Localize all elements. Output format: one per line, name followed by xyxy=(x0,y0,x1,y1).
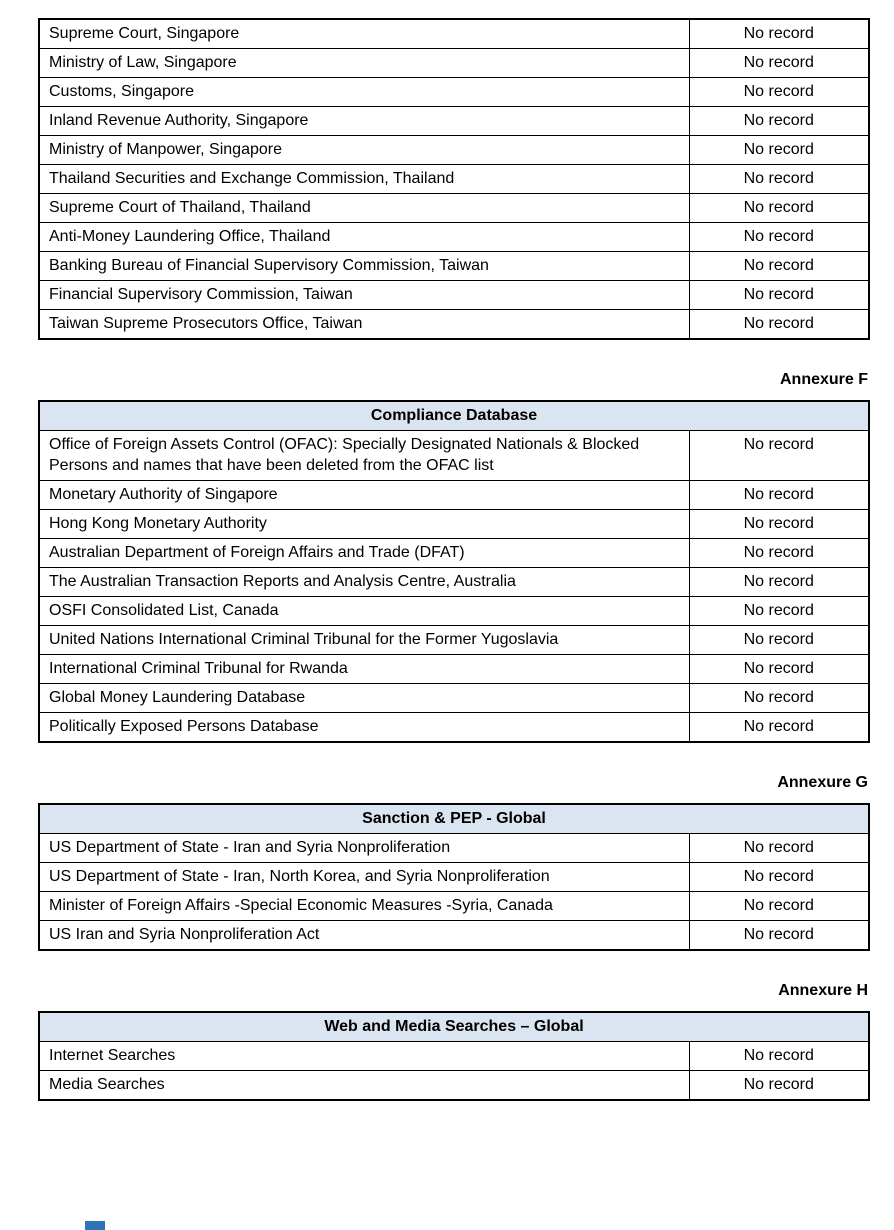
search-result-cell: No record xyxy=(689,597,869,626)
source-name-cell: Taiwan Supreme Prosecutors Office, Taiwan xyxy=(39,310,689,340)
table-row xyxy=(39,1042,869,1071)
table-row xyxy=(39,223,869,252)
search-result-cell: No record xyxy=(689,310,869,340)
source-name-cell: Banking Bureau of Financial Supervisory Commission, Taiwan xyxy=(39,252,689,281)
source-name-cell: Ministry of Manpower, Singapore xyxy=(39,136,689,165)
source-name-cell: International Criminal Tribunal for Rwanda xyxy=(39,655,689,684)
table-row xyxy=(39,107,869,136)
search-result-cell: No record xyxy=(689,626,869,655)
search-result-cell: No record xyxy=(689,568,869,597)
table-header-row xyxy=(39,401,869,431)
table-row xyxy=(39,1071,869,1101)
search-result-cell: No record xyxy=(689,49,869,78)
table-row xyxy=(39,713,869,743)
search-result-cell: No record xyxy=(689,655,869,684)
search-result-cell: No record xyxy=(689,713,869,743)
table-row xyxy=(39,281,869,310)
source-name-cell: Financial Supervisory Commission, Taiwan xyxy=(39,281,689,310)
source-name-cell: US Department of State - Iran, North Korea, and Syria Nonproliferation xyxy=(39,863,689,892)
source-name-cell: US Iran and Syria Nonproliferation Act xyxy=(39,921,689,951)
table-row xyxy=(39,539,869,568)
source-name-cell: Media Searches xyxy=(39,1071,689,1101)
table-row xyxy=(39,834,869,863)
search-result-cell: No record xyxy=(689,539,869,568)
table-row xyxy=(39,136,869,165)
source-name-cell: Supreme Court of Thailand, Thailand xyxy=(39,194,689,223)
table-row xyxy=(39,892,869,921)
source-name-cell: Minister of Foreign Affairs -Special Economic Measures -Syria, Canada xyxy=(39,892,689,921)
source-name-cell: Internet Searches xyxy=(39,1042,689,1071)
table-row xyxy=(39,626,869,655)
annexure-label-f: Annexure F xyxy=(779,371,868,388)
source-name-cell: Australian Department of Foreign Affairs and Trade (DFAT) xyxy=(39,539,689,568)
search-result-cell: No record xyxy=(689,481,869,510)
compliance-database-table xyxy=(38,400,870,743)
table-row xyxy=(39,684,869,713)
table-row xyxy=(39,510,869,539)
source-name-cell: Customs, Singapore xyxy=(39,78,689,107)
annexure-label-g: Annexure G xyxy=(777,774,868,791)
search-result-cell: No record xyxy=(689,921,869,951)
source-name-cell: Global Money Laundering Database xyxy=(39,684,689,713)
search-result-cell: No record xyxy=(689,281,869,310)
source-name-cell: US Department of State - Iran and Syria Nonproliferation xyxy=(39,834,689,863)
table-row xyxy=(39,568,869,597)
table-title: Compliance Database xyxy=(39,401,869,431)
table-row xyxy=(39,655,869,684)
search-result-cell: No record xyxy=(689,78,869,107)
search-result-cell: No record xyxy=(689,684,869,713)
table-row xyxy=(39,194,869,223)
source-name-cell: Ministry of Law, Singapore xyxy=(39,49,689,78)
table-row xyxy=(39,597,869,626)
source-name-cell: Thailand Securities and Exchange Commission, Thailand xyxy=(39,165,689,194)
table-row xyxy=(39,19,869,49)
search-result-cell: No record xyxy=(689,107,869,136)
source-name-cell: The Australian Transaction Reports and Analysis Centre, Australia xyxy=(39,568,689,597)
source-name-cell: Hong Kong Monetary Authority xyxy=(39,510,689,539)
source-name-cell: Supreme Court, Singapore xyxy=(39,19,689,49)
source-name-cell: United Nations International Criminal Tribunal for the Former Yugoslavia xyxy=(39,626,689,655)
regulatory-sources-table xyxy=(38,18,870,340)
table-header-row xyxy=(39,804,869,834)
source-name-cell: OSFI Consolidated List, Canada xyxy=(39,597,689,626)
table-row xyxy=(39,921,869,951)
source-name-cell: Inland Revenue Authority, Singapore xyxy=(39,107,689,136)
source-name-cell: Monetary Authority of Singapore xyxy=(39,481,689,510)
search-result-cell: No record xyxy=(689,834,869,863)
search-result-cell: No record xyxy=(689,863,869,892)
table-row xyxy=(39,49,869,78)
table-title: Web and Media Searches – Global xyxy=(39,1012,869,1042)
table-row xyxy=(39,252,869,281)
table-row xyxy=(39,431,869,481)
sanction-pep-table xyxy=(38,803,870,951)
annexure-label-h: Annexure H xyxy=(778,982,868,999)
web-media-searches-table xyxy=(38,1011,870,1101)
table-header-row xyxy=(39,1012,869,1042)
table-row xyxy=(39,165,869,194)
table-row xyxy=(39,481,869,510)
source-name-cell: Office of Foreign Assets Control (OFAC): Specially Designated Nationals & Blocked Persons and names that have been deleted from the OFAC list xyxy=(39,431,689,481)
search-result-cell: No record xyxy=(689,19,869,49)
table-row xyxy=(39,78,869,107)
table-row xyxy=(39,863,869,892)
search-result-cell: No record xyxy=(689,136,869,165)
table-row xyxy=(39,310,869,340)
search-result-cell: No record xyxy=(689,165,869,194)
search-result-cell: No record xyxy=(689,510,869,539)
source-name-cell: Politically Exposed Persons Database xyxy=(39,713,689,743)
search-result-cell: No record xyxy=(689,252,869,281)
search-result-cell: No record xyxy=(689,194,869,223)
footer-logo-fragment xyxy=(85,1221,105,1230)
search-result-cell: No record xyxy=(689,223,869,252)
source-name-cell: Anti-Money Laundering Office, Thailand xyxy=(39,223,689,252)
search-result-cell: No record xyxy=(689,1071,869,1101)
table-title: Sanction & PEP - Global xyxy=(39,804,869,834)
search-result-cell: No record xyxy=(689,892,869,921)
search-result-cell: No record xyxy=(689,431,869,481)
search-result-cell: No record xyxy=(689,1042,869,1071)
